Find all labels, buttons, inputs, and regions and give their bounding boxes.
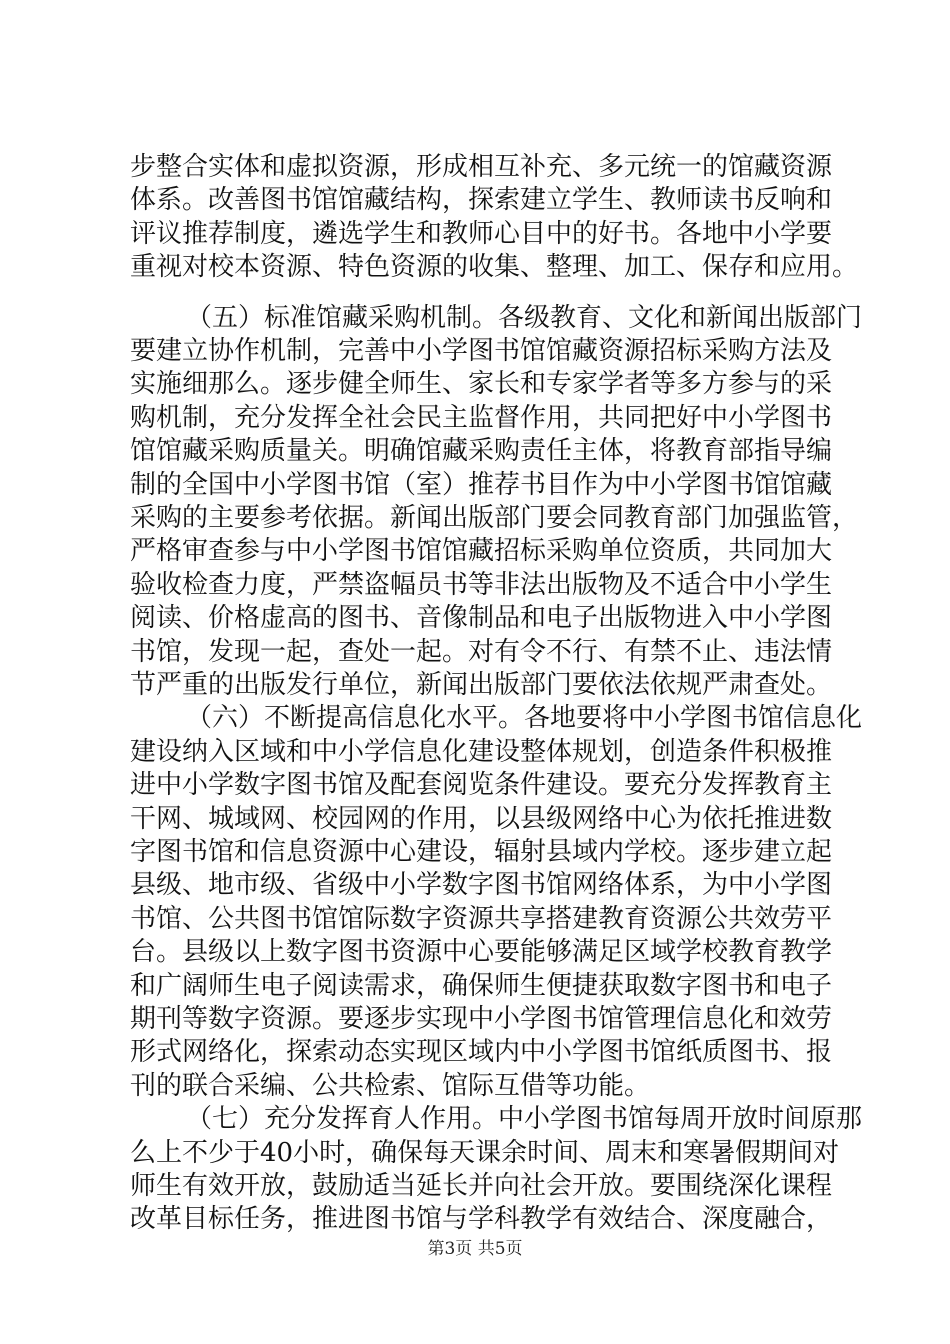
line-text: 干网、城域网、校园网的作用，以县级网络中心为依托推进数 — [130, 804, 833, 834]
paragraph-line — [0, 802, 950, 836]
page-footer: 第3页 共5页 — [427, 1239, 523, 1259]
line-text: 建设纳入区域和中小学信息化建设整体规划，创造条件积极推 — [130, 737, 833, 767]
line-text: 形式网络化，探索动态实现区域内中小学图书馆纸质图书、报 — [130, 1037, 833, 1067]
paragraph-line — [0, 635, 950, 669]
paragraph-line — [0, 668, 950, 702]
paragraph-line — [0, 1002, 950, 1036]
paragraph-line — [0, 217, 950, 251]
paragraph-line — [0, 534, 950, 568]
line-text: 刊的联合采编、公共检索、馆际互借等功能。 — [130, 1071, 651, 1101]
paragraph-line — [0, 334, 950, 368]
line-text: 节严重的出版发行单位，新闻出版部门要依法依规严肃查处。 — [130, 670, 833, 700]
paragraph-line — [0, 768, 950, 802]
paragraph-line — [0, 501, 950, 535]
line-text: 进中小学数字图书馆及配套阅览条件建设。要充分发挥教育主 — [130, 770, 833, 800]
line-text: （六）不断提高信息化水平。各地要将中小学图书馆信息化 — [186, 703, 863, 733]
line-text: 体系。改善图书馆馆藏结构，探索建立学生、教师读书反响和 — [130, 185, 833, 215]
line-text: 验收检查力度，严禁盗幅员书等非法出版物及不适合中小学生 — [130, 570, 833, 600]
paragraph-heading-line — [0, 301, 950, 335]
paragraph-line — [0, 601, 950, 635]
line-text: （七）充分发挥育人作用。中小学图书馆每周开放时间原那 — [186, 1104, 863, 1134]
paragraph-line — [0, 868, 950, 902]
line-text: 字图书馆和信息资源中心建设，辐射县域内学校。逐步建立起 — [130, 837, 833, 867]
paragraph-line — [0, 468, 950, 502]
line-text: 师生有效开放，鼓励适当延长并向社会开放。要围绕深化课程 — [130, 1171, 833, 1201]
paragraph-line — [0, 183, 950, 217]
line-text: （五）标准馆藏采购机制。各级教育、文化和新闻出版部门 — [186, 303, 863, 333]
line-text: 采购的主要参考依据。新闻出版部门要会同教育部门加强监管， — [130, 503, 859, 533]
paragraph-line — [0, 969, 950, 1003]
paragraph-line — [0, 902, 950, 936]
paragraph-line — [0, 935, 950, 969]
line-text: 步整合实体和虚拟资源，形成相互补充、多元统一的馆藏资源 — [130, 152, 833, 182]
paragraph-line — [0, 1035, 950, 1069]
line-text: 制的全国中小学图书馆（室）推荐书目作为中小学图书馆馆藏 — [130, 470, 833, 500]
line-text: 重视对校本资源、特色资源的收集、整理、加工、保存和应用。 — [130, 252, 859, 282]
line-text: 么上不少于40小时，确保每天课余时间、周末和寒暑假期间对 — [130, 1138, 840, 1168]
line-text: 书馆、公共图书馆馆际数字资源共享搭建教育资源公共效劳平 — [130, 904, 833, 934]
line-text: 台。县级以上数字图书资源中心要能够满足区域学校教育教学 — [130, 937, 833, 967]
line-text: 期刊等数字资源。要逐步实现中小学图书馆管理信息化和效劳 — [130, 1004, 833, 1034]
paragraph-line — [0, 1202, 950, 1236]
paragraph-line — [0, 1136, 950, 1170]
paragraph-line — [0, 568, 950, 602]
paragraph-heading-line — [0, 701, 950, 735]
line-text: 阅读、价格虚高的图书、音像制品和电子出版物进入中小学图 — [130, 603, 833, 633]
line-text: 要建立协作机制，完善中小学图书馆馆藏资源招标采购方法及 — [130, 336, 833, 366]
line-text: 书馆，发现一起，查处一起。对有令不行、有禁不止、违法情 — [130, 637, 833, 667]
line-text: 县级、地市级、省级中小学数字图书馆网络体系，为中小学图 — [130, 870, 833, 900]
paragraph-line — [0, 1069, 950, 1103]
line-text: 评议推荐制度，遴选学生和教师心目中的好书。各地中小学要 — [130, 219, 833, 249]
line-text: 和广阔师生电子阅读需求，确保师生便捷获取数字图书和电子 — [130, 971, 833, 1001]
paragraph-line — [0, 735, 950, 769]
paragraph-line — [0, 434, 950, 468]
paragraph-line — [0, 250, 950, 284]
paragraph-line — [0, 401, 950, 435]
paragraph-line — [0, 1169, 950, 1203]
paragraph-line — [0, 835, 950, 869]
line-text: 购机制，充分发挥全社会民主监督作用，共同把好中小学图书 — [130, 403, 833, 433]
line-text: 馆馆藏采购质量关。明确馆藏采购责任主体，将教育部指导编 — [130, 436, 833, 466]
paragraph-heading-line — [0, 1102, 950, 1136]
paragraph-line — [0, 367, 950, 401]
line-text: 严格审查参与中小学图书馆馆藏招标采购单位资质，共同加大 — [130, 536, 833, 566]
paragraph-line — [0, 150, 950, 184]
line-text: 改革目标任务，推进图书馆与学科教学有效结合、深度融合， — [130, 1204, 833, 1234]
line-text: 实施细那么。逐步健全师生、家长和专家学者等多方参与的采 — [130, 369, 833, 399]
